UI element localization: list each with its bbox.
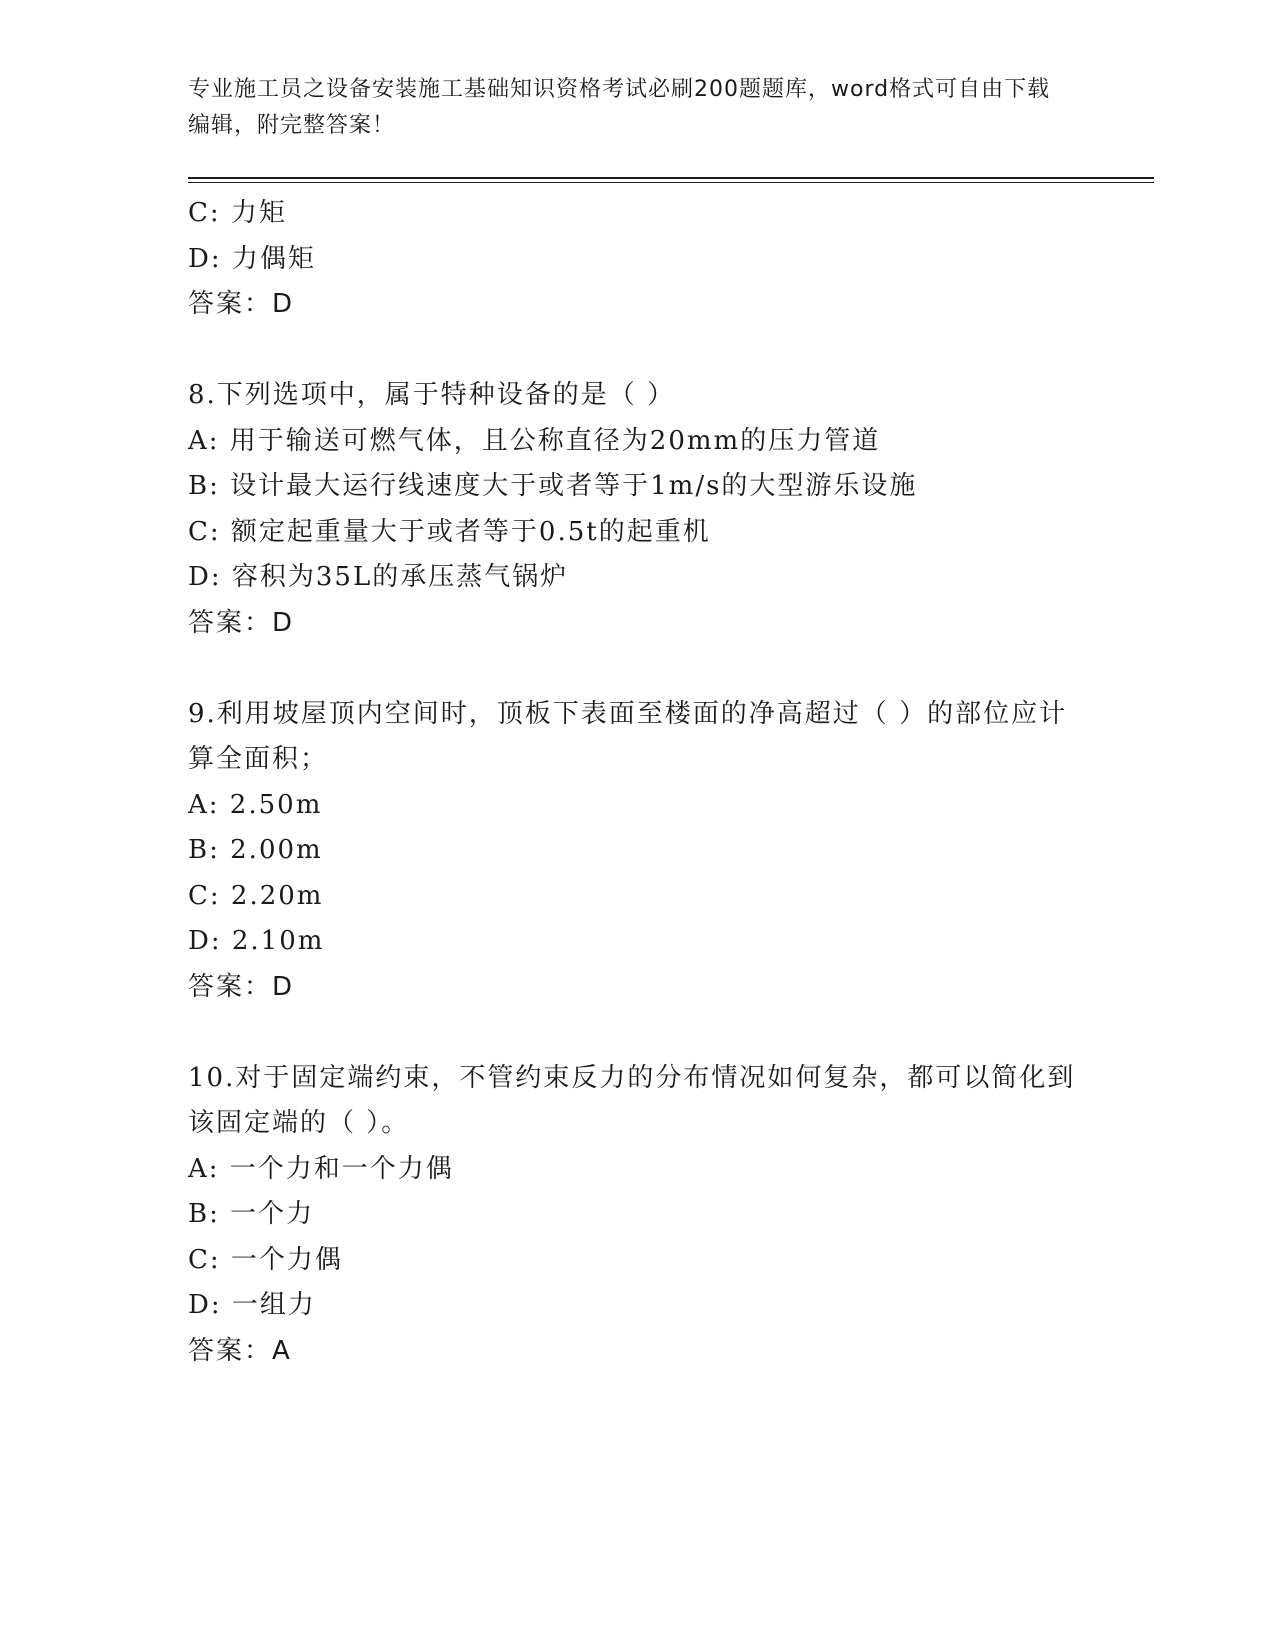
header-rule-thin — [188, 182, 1154, 183]
question-stem: 9.利用坡屋顶内空间时，顶板下表面至楼面的净高超过（ ）的部位应计算全面积； — [188, 698, 1068, 774]
option-b: B: 设计最大运行线速度大于或者等于1m/s的大型游乐设施 — [188, 471, 918, 501]
option-c: C: 2.20m — [188, 880, 324, 911]
question-10 — [188, 1056, 1088, 1375]
option-a: A: 一个力和一个力偶 — [188, 1153, 454, 1184]
option-b: B: 一个力 — [188, 1199, 315, 1229]
spacer — [188, 1010, 1088, 1056]
header-rule-thick — [188, 177, 1154, 179]
option-c: C: 额定起重量大于或者等于0.5t的起重机 — [188, 516, 711, 547]
option-d: D: 容积为35L的承压蒸气锅炉 — [188, 562, 569, 592]
option-d: D: 一组力 — [188, 1290, 316, 1320]
question-list — [188, 191, 1088, 1374]
option-c: C: 力矩 — [188, 198, 287, 228]
document-header: 专业施工员之设备安装施工基础知识资格考试必刷200题题库，word格式可自由下载编辑，附完整答案！ — [188, 77, 1051, 138]
question-stem: 8.下列选项中，属于特种设备的是（ ） — [188, 380, 676, 410]
option-d: D: 力偶矩 — [188, 243, 316, 274]
option-c: C: 一个力偶 — [188, 1244, 343, 1275]
question-9 — [188, 692, 1088, 1011]
option-a: A: 用于输送可燃气体，且公称直径为20mm的压力管道 — [188, 425, 881, 456]
answer: 答案：A — [188, 1335, 292, 1366]
question-7-tail — [188, 191, 1088, 328]
spacer — [188, 328, 1088, 374]
option-a: A: 2.50m — [188, 789, 323, 820]
spacer — [188, 646, 1088, 692]
question-stem: 10.对于固定端约束，不管约束反力的分布情况如何复杂，都可以简化到该固定端的（ ）。 — [188, 1062, 1076, 1138]
option-d: D: 2.10m — [188, 926, 325, 956]
option-b: B: 2.00m — [188, 835, 323, 865]
answer: 答案：D — [188, 289, 295, 319]
answer: 答案：D — [188, 971, 295, 1002]
question-8 — [188, 373, 1088, 646]
answer: 答案：D — [188, 607, 295, 638]
